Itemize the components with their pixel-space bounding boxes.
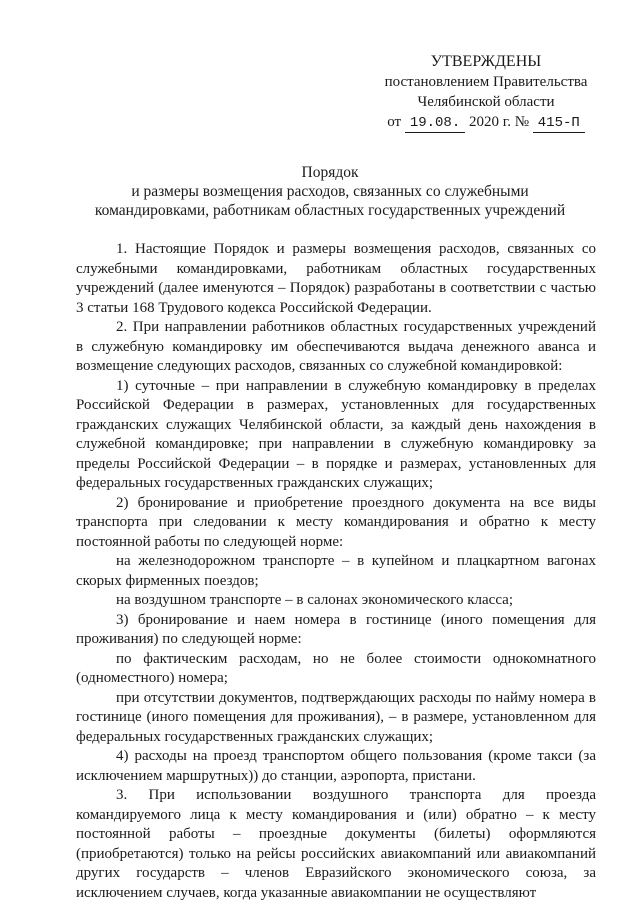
approval-line-2: Челябинской области [417, 94, 555, 110]
approval-dateline [372, 112, 600, 133]
approval-stamp [372, 52, 600, 133]
paragraph: 4) расходы на проезд транспортом общего пользования (кроме такси (за исключением маршрутных)) до станции, аэропорта, пристани. [76, 748, 596, 784]
document-body [76, 240, 596, 903]
paragraph: 2) бронирование и приобретение проездного документа на все виды транспорта при следовании к месту командирования и обратно к месту постоянной работы по следующей норме: [76, 494, 596, 550]
paragraph: при отсутствии документов, подтверждающих расходы по найму номера в гостинице (иного помещения для проживания), – в размере, установленном для федеральных государственных гражданских служащих; [76, 689, 596, 745]
paragraph: 1) суточные – при направлении в служебную командировку в пределах Российской Федерации в размерах, установленных для государственных гражданских служащих Челябинской области, за каждый день нахождения в служебной командировке; при направлении в служебную командировку за пределы Российской Федерации – в порядке и размерах, установленных для федеральных государственных гражданских служащих; [76, 377, 596, 491]
date-value: 19.08. [405, 115, 465, 133]
title-line-2: и размеры возмещения расходов, связанных со служебными [131, 183, 529, 200]
date-prefix: от [387, 114, 402, 130]
paragraph: 3) бронирование и наем номера в гостинице (иного помещения для проживания) по следующей норме: [76, 611, 596, 647]
paragraph: на воздушном транспорте – в салонах экономического класса; [116, 592, 514, 608]
approval-heading: УТВЕРЖДЕНЫ [430, 53, 542, 70]
paragraph: 2. При направлении работников областных государственных учреждений в служебную командировку им обеспечиваются выдача денежного аванса и возмещение следующих расходов, связанных со служебной командировкой: [76, 319, 596, 374]
paragraph: по фактическим расходам, но не более стоимости однокомнатного (одноместного) номера; [76, 650, 596, 686]
paragraph: 3. При использовании воздушного транспорта для проезда командируемого лица к месту командирования и (или) обратно – к месту постоянной работы – проездные документы (билеты) оформляются (приобретаются) только на рейсы российских авиакомпаний или авиакомпаний других государств – членов Евразийского экономического союза, за исключением случаев, когда указанные авиакомпании не осуществляют [76, 787, 596, 901]
approval-line-1: постановлением Правительства [384, 74, 588, 90]
paragraph: на железнодорожном транспорте – в купейном и плацкартном вагонах скорых фирменных поездов; [76, 553, 596, 589]
number-value: 415-П [533, 115, 585, 133]
paragraph: 1. Настоящие Порядок и размеры возмещения расходов, связанных со служебными командировками, работникам областных государственных учреждений (далее именуются – Порядок) разработаны в соответствии с частью 3 статьи 168 Трудового кодекса Российской Федерации. [76, 241, 596, 316]
title-line-1: Порядок [301, 164, 359, 181]
year-text: 2020 г. № [468, 114, 530, 130]
title-line-3: командировками, работникам областных государственных учреждений [94, 202, 566, 219]
document-title [60, 163, 600, 220]
